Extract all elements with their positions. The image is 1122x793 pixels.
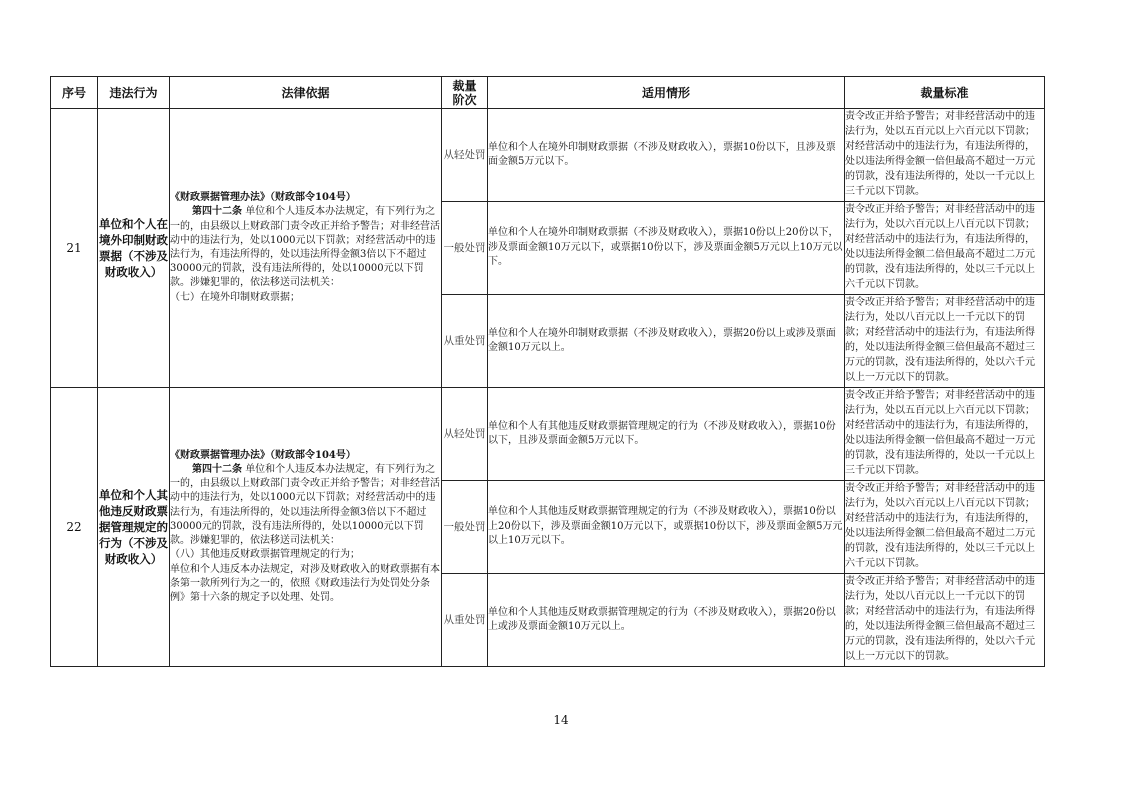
apply-cell: 单位和个人其他违反财政票据管理规定的行为（不涉及财政收入），票据20份以上或涉及票面金额10万元以上。 bbox=[488, 574, 845, 667]
level-cell: 从轻处罚 bbox=[442, 388, 488, 481]
level-cell: 一般处罚 bbox=[442, 202, 488, 295]
level-cell: 从重处罚 bbox=[442, 574, 488, 667]
row-seq: 21 bbox=[51, 109, 98, 388]
legal-article: 第四十二条 bbox=[192, 464, 242, 476]
header-level: 裁量阶次 bbox=[442, 77, 488, 109]
violation-cell: 单位和个人在境外印制财政票据（不涉及财政收入） bbox=[98, 109, 170, 388]
table-header-row bbox=[51, 77, 1045, 109]
table-row bbox=[51, 109, 1045, 202]
legal-body: 单位和个人违反本办法规定，有下列行为之一的，由县级以上财政部门责令改正并给予警告；对非经营活动中的违法行为，处以1000元以下罚款；对经营活动中的违法行为，有违法所得的，处以违法所得金额3倍以下不超过30000元的罚款，没有违法所得的，处以10000元以下罚款。涉嫌犯罪的，依法移送司法机关： bbox=[170, 206, 440, 289]
legal-title: 《财政票据管理办法》（财政部令104号） bbox=[170, 449, 356, 461]
apply-cell: 单位和个人有其他违反财政票据管理规定的行为（不涉及财政收入），票据10份以下，且涉及票面金额5万元以下。 bbox=[488, 388, 845, 481]
apply-cell: 单位和个人其他违反财政票据管理规定的行为（不涉及财政收入），票据10份以上20份以下，涉及票面金额10万元以下，或票据10份以下，涉及票面金额5万元以上10万元以下。 bbox=[488, 481, 845, 574]
standard-cell: 责令改正并给予警告；对非经营活动中的违法行为，处以八百元以上一千元以下的罚款；对经营活动中的违法行为，有违法所得的，处以违法所得金额三倍但最高不超过三万元的罚款，没有违法所得的，处以六千元以上一万元以下的罚款。 bbox=[845, 295, 1045, 388]
violation-cell: 单位和个人其他违反财政票据管理规定的行为（不涉及财政收入） bbox=[98, 388, 170, 667]
legal-item: （八）其他违反财政票据管理规定的行为； bbox=[170, 549, 360, 561]
header-violation: 违法行为 bbox=[98, 77, 170, 109]
legal-extra: 单位和个人违反本办法规定，对涉及财政收入的财政票据有本条第一款所列行为之一的，依照《财政违法行为处罚处分条例》第十六条的规定予以处理、处罚。 bbox=[170, 563, 440, 603]
page-number: 14 bbox=[553, 713, 569, 727]
legal-article-body bbox=[170, 463, 441, 548]
header-legal-basis: 法律依据 bbox=[170, 77, 442, 109]
header-seq: 序号 bbox=[51, 77, 98, 109]
header-applicable-situation: 适用情形 bbox=[488, 77, 845, 109]
standard-cell: 责令改正并给予警告；对非经营活动中的违法行为，处以五百元以上六百元以下罚款；对经营活动中的违法行为，有违法所得的，处以违法所得金额一倍但最高不超过一万元的罚款，没有违法所得的，处以一千元以上三千元以下罚款。 bbox=[845, 388, 1045, 481]
level-cell: 从重处罚 bbox=[442, 295, 488, 388]
legal-body: 单位和个人违反本办法规定，有下列行为之一的，由县级以上财政部门责令改正并给予警告；对非经营活动中的违法行为，处以1000元以下罚款；对经营活动中的违法行为，有违法所得的，处以违法所得金额3倍以下不超过30000元的罚款，没有违法所得的，处以10000元以下罚款。涉嫌犯罪的，依法移送司法机关： bbox=[170, 464, 440, 547]
legal-item: （七）在境外印制财政票据； bbox=[170, 291, 300, 303]
standard-cell: 责令改正并给予警告；对非经营活动中的违法行为，处以八百元以上一千元以下的罚款；对经营活动中的违法行为，有违法所得的，处以违法所得金额三倍但最高不超过三万元的罚款，没有违法所得的，处以六千元以上一万元以下的罚款。 bbox=[845, 574, 1045, 667]
level-cell: 从轻处罚 bbox=[442, 109, 488, 202]
legal-title: 《财政票据管理办法》（财政部令104号） bbox=[170, 192, 356, 204]
standard-cell: 责令改正并给予警告；对非经营活动中的违法行为，处以六百元以上八百元以下罚款；对经营活动中的违法行为，有违法所得的，处以违法所得金额二倍但最高不超过二万元的罚款，没有违法所得的，处以三千元以上六千元以下罚款。 bbox=[845, 481, 1045, 574]
legal-basis-cell bbox=[170, 388, 442, 667]
header-standard: 裁量标准 bbox=[845, 77, 1045, 109]
apply-cell: 单位和个人在境外印制财政票据（不涉及财政收入），票据20份以上或涉及票面金额10万元以上。 bbox=[488, 295, 845, 388]
legal-article: 第四十二条 bbox=[192, 206, 242, 218]
row-seq: 22 bbox=[51, 388, 98, 667]
level-cell: 一般处罚 bbox=[442, 481, 488, 574]
penalty-table bbox=[50, 76, 1045, 667]
standard-cell: 责令改正并给予警告；对非经营活动中的违法行为，处以五百元以上六百元以下罚款；对经营活动中的违法行为，有违法所得的，处以违法所得金额一倍但最高不超过一万元的罚款，没有违法所得的，处以一千元以上三千元以下罚款。 bbox=[845, 109, 1045, 202]
standard-cell: 责令改正并给予警告；对非经营活动中的违法行为，处以六百元以上八百元以下罚款；对经营活动中的违法行为，有违法所得的，处以违法所得金额二倍但最高不超过二万元的罚款，没有违法所得的，处以三千元以上六千元以下罚款。 bbox=[845, 202, 1045, 295]
apply-cell: 单位和个人在境外印制财政票据（不涉及财政收入），票据10份以上20份以下，涉及票面金额10万元以下，或票据10份以下，涉及票面金额5万元以上10万元以下。 bbox=[488, 202, 845, 295]
apply-cell: 单位和个人在境外印制财政票据（不涉及财政收入），票据10份以下，且涉及票面金额5万元以下。 bbox=[488, 109, 845, 202]
table-row bbox=[51, 388, 1045, 481]
legal-basis-cell bbox=[170, 109, 442, 388]
legal-article-body bbox=[170, 205, 441, 290]
